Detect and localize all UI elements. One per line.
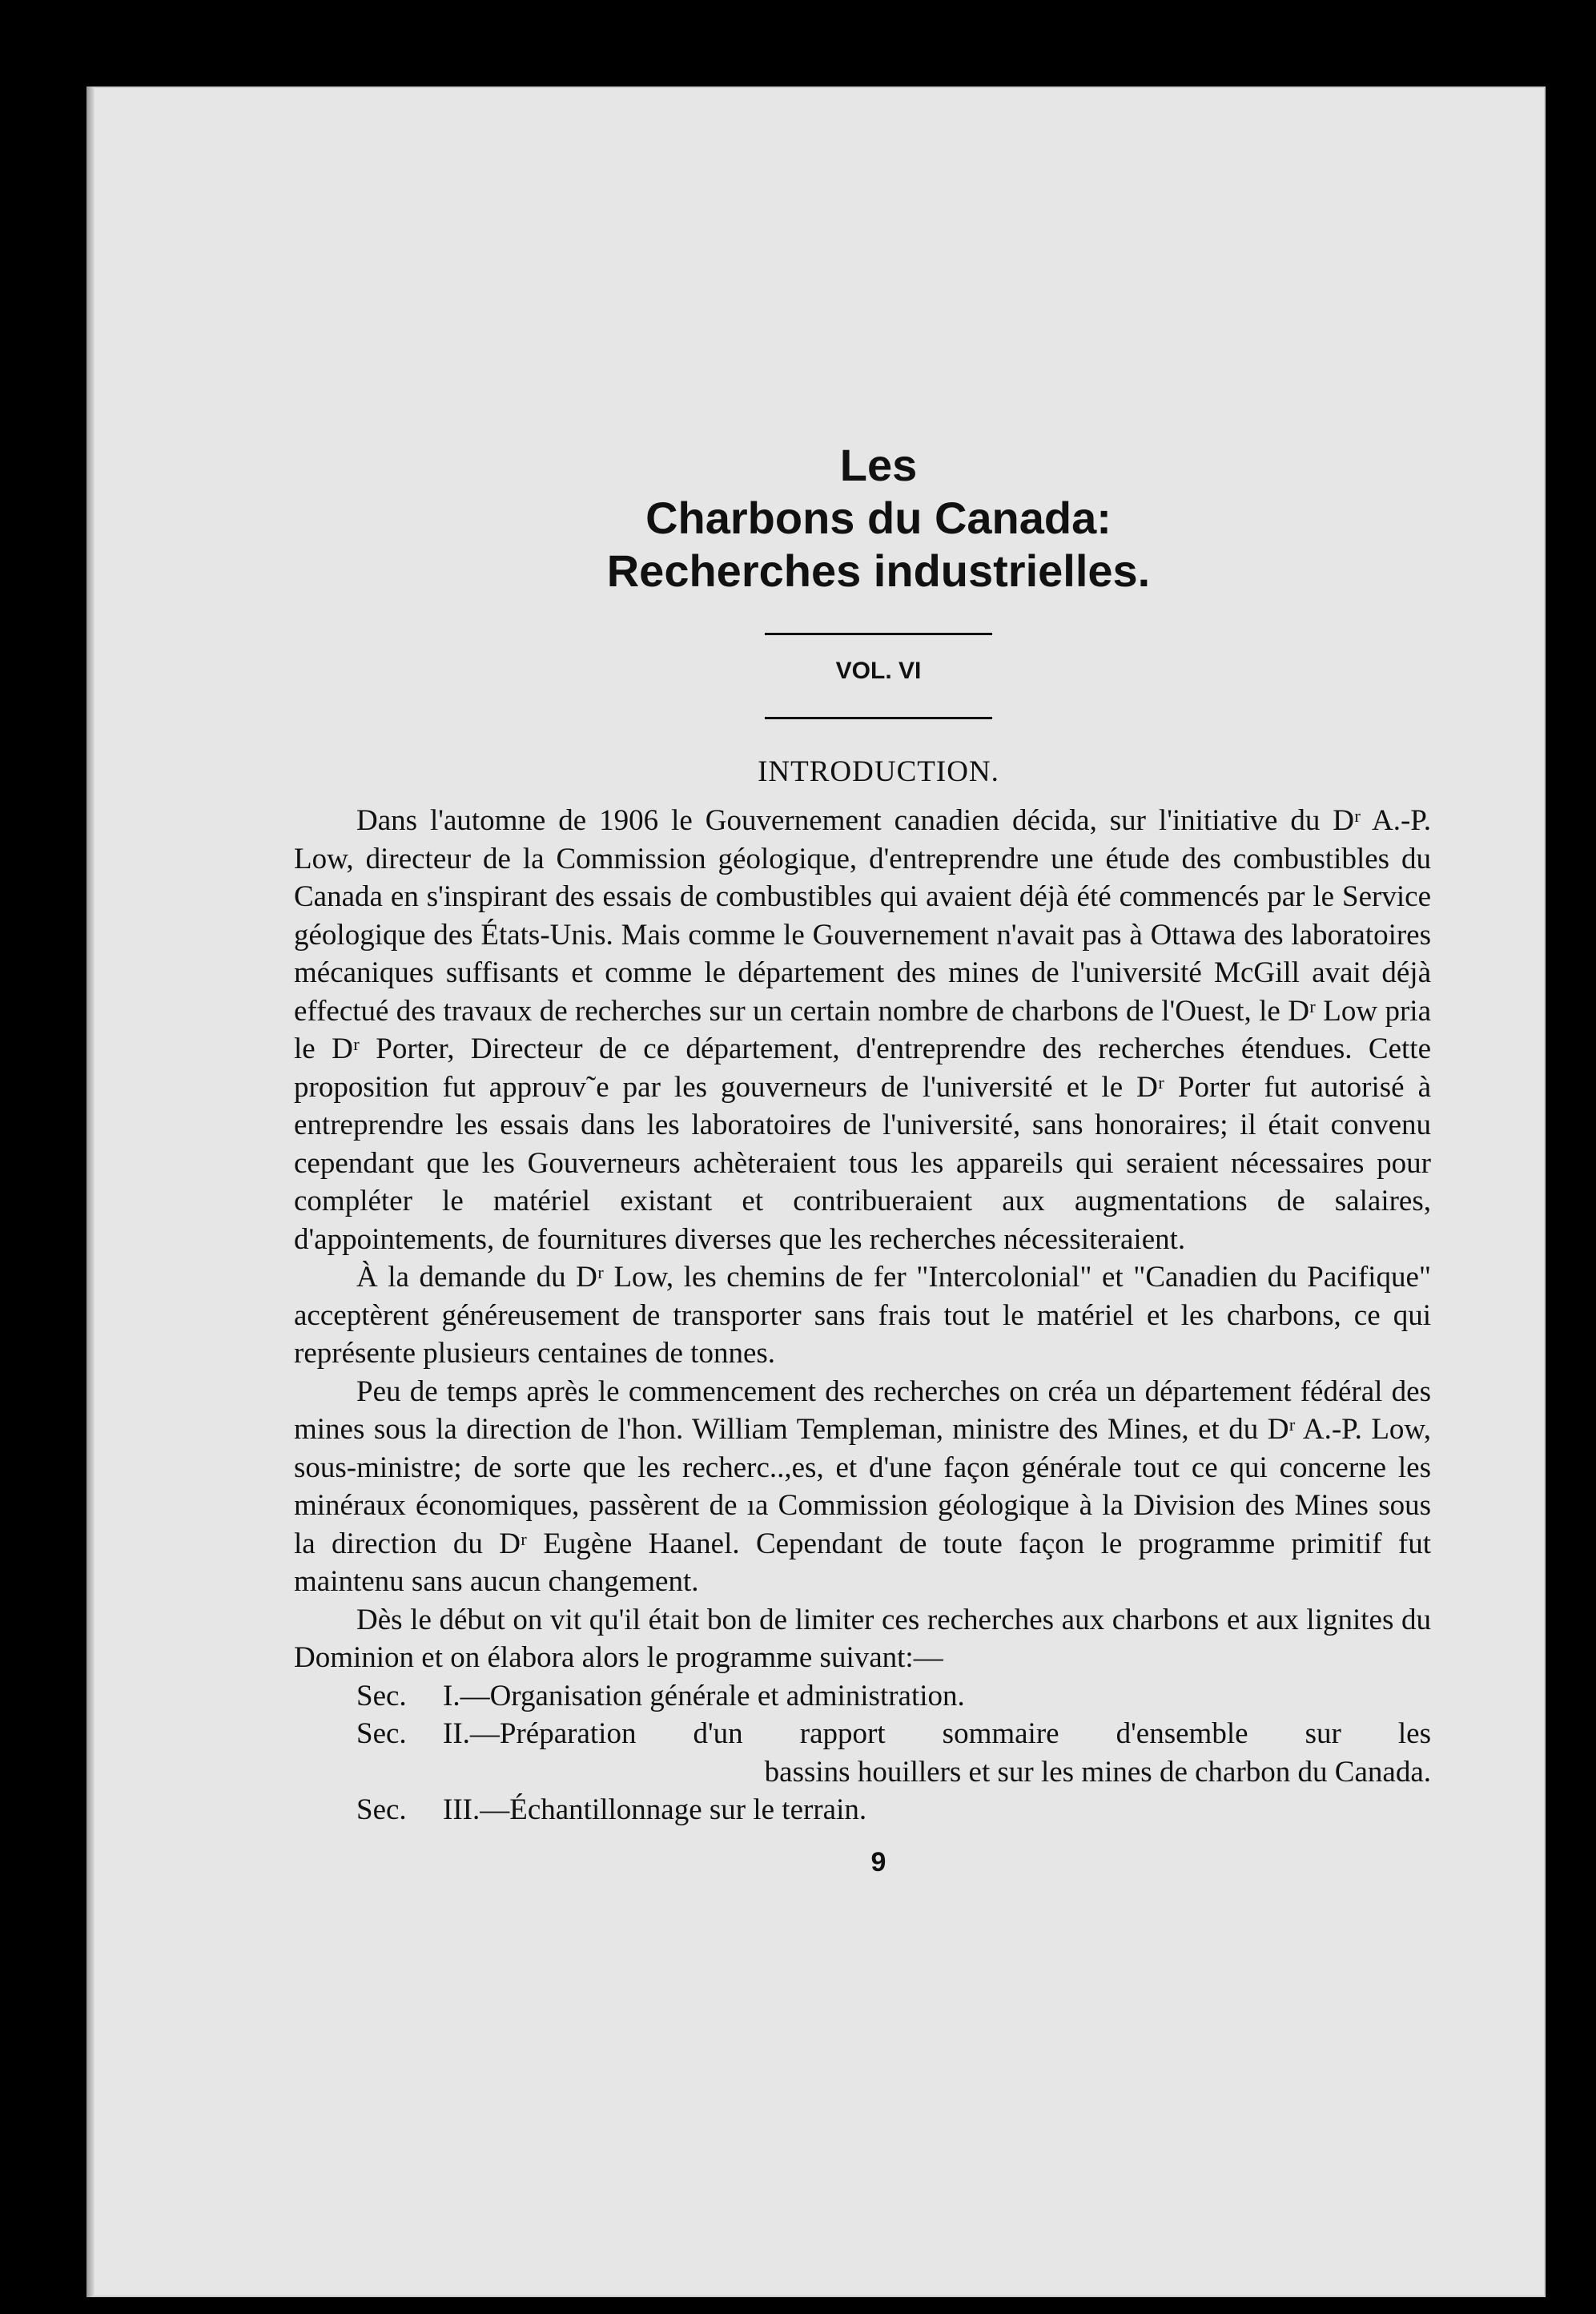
document-title — [294, 439, 1431, 598]
title-line-2: Charbons du Canada: — [645, 493, 1112, 543]
title-line-3: Recherches industrielles. — [606, 545, 1151, 596]
program-list — [294, 1677, 1431, 1829]
document-page — [86, 87, 1546, 2297]
title-rule-bottom — [765, 717, 992, 719]
program-item — [294, 1791, 1431, 1829]
program-item-number: III.— — [443, 1793, 510, 1826]
page-binding-edge — [86, 87, 94, 2297]
program-item-number: I.— — [443, 1679, 490, 1712]
program-item-label: Sec. — [356, 1679, 407, 1712]
paragraph-1: Dans l'automne de 1906 le Gouvernement canadien décida, sur l'initiative du Dʳ A.-P. Low, directeur de la Commission géologique, d'entreprendre une étude des combustibles du Canada en s'inspirant des essais de combustibles qui avaient déjà été commencés par le Service géologique des États-Unis. Mais comme le Gouvernement n'avait pas à Ottawa des laboratoires mécaniques suffisants et comme le département des mines de l'université McGill avait déjà effectué des travaux de recherches sur un certain nombre de charbons de l'Ouest, le Dʳ Low pria le Dʳ Porter, Directeur de ce département, d'entreprendre des recherches étendues. Cette proposition fut approuv˜e par les gouverneurs de l'université et le Dʳ Porter fut autorisé à entreprendre les essais dans les laboratoires de l'université, sans honoraires; il était convenu cependant que les Gouverneurs achèteraient tous les appareils qui seraient nécessaires pour compléter le matériel existant et contribueraient aux augmentations de salaires, d'appointements, de fournitures diverses que les recherches nécessiteraient. — [294, 804, 1431, 1256]
section-heading: INTRODUCTION. — [758, 755, 999, 788]
paragraph-2: À la demande du Dʳ Low, les chemins de fer "Intercolonial" et "Canadien du Pacifique" acceptèrent généreusement de transporter sans frais tout le matériel et les charbons, ce qui représente plusieurs centaines de tonnes. — [294, 1261, 1431, 1370]
program-item — [294, 1677, 1431, 1716]
program-item-text: Échantillonnage sur le terrain. — [509, 1793, 867, 1826]
program-item-number: II.— — [443, 1717, 500, 1750]
paragraph-3: Peu de temps après le commencement des recherches on créa un département fédéral des mines sous la direction de l'hon. William Templeman, ministre des Mines, et du Dʳ A.-P. Low, sous-ministre; de sorte que les recherc..,es, et d'une façon générale tout ce qui concerne les minéraux économiques, passèrent de ıa Commission géologique à la Division des Mines sous la direction du Dʳ Eugène Haanel. Cependant de toute façon le programme primitif fut maintenu sans aucun changement. — [294, 1374, 1431, 1598]
volume-label: VOL. VI — [835, 658, 922, 684]
program-item-text: Organisation générale et administration. — [489, 1679, 965, 1712]
page-number: 9 — [870, 1846, 886, 1877]
program-item-label: Sec. — [356, 1717, 407, 1750]
program-item-label: Sec. — [356, 1793, 407, 1826]
page-content — [294, 439, 1431, 1906]
title-line-1: Les — [839, 440, 918, 490]
paragraph-4: Dès le début on vit qu'il était bon de limiter ces recherches aux charbons et aux lignites du Dominion et on élabora alors le programme suivant:— — [294, 1603, 1431, 1674]
program-item-text: Préparation d'un rapport sommaire d'ensemble sur les — [499, 1717, 1431, 1750]
program-item — [294, 1715, 1431, 1753]
title-rule-top — [765, 633, 992, 635]
program-item-continuation: bassins houillers et sur les mines de charbon du Canada. — [764, 1755, 1431, 1789]
